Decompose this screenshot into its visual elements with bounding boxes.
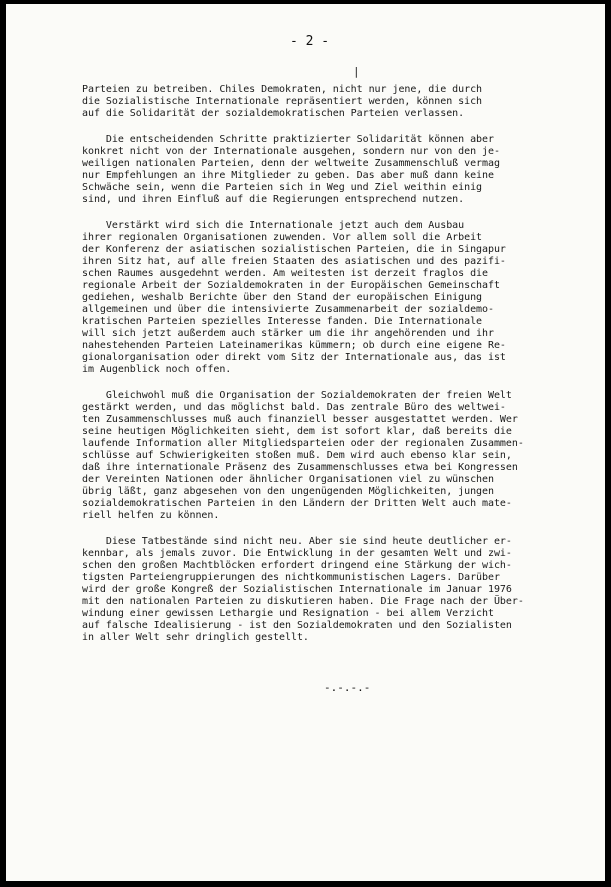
text-line: seine heutigen Möglichkeiten sieht, dem ist sofort klar, daß bereits die xyxy=(82,426,512,437)
margin-mark: | xyxy=(353,65,360,78)
document-page xyxy=(6,4,605,881)
paragraph xyxy=(82,390,582,522)
text-line: allgemeinen und über die intensivierte Zusammenarbeit der sozialdemo- xyxy=(82,304,494,315)
text-line: in aller Welt sehr dringlich gestellt. xyxy=(82,632,309,643)
paragraph-gap xyxy=(82,120,582,134)
text-line: kratischen Parteien spezielles Interesse fanden. Die Internationale xyxy=(82,316,483,327)
text-line: ihrer regionalen Organisationen zuwenden. Vor allem soll die Arbeit xyxy=(82,232,483,243)
paragraph xyxy=(82,536,582,644)
text-line: Parteien zu betreiben. Chiles Demokraten, nicht nur jene, die durch xyxy=(82,84,483,95)
text-line: ten Zusammenschlusses muß auch finanziell besser ausgestattet werden. Wer xyxy=(82,414,518,425)
text-line: nur Empfehlungen an ihre Mitglieder zu geben. Das aber muß dann keine xyxy=(82,170,494,181)
text-line: tigsten Parteiengruppierungen des nichtkommunistischen Lagers. Darüber xyxy=(82,572,500,583)
text-line: auf die Solidarität der sozialdemokratischen Parteien verlassen. xyxy=(82,108,465,119)
text-line: sind, und ihren Einfluß auf die Regierungen entsprechend nutzen. xyxy=(82,194,465,205)
text-line: der Konferenz der asiatischen sozialistischen Parteien, die in Singapur xyxy=(82,244,506,255)
text-line: auf falsche Idealisierung - ist den Sozialdemokraten und den Sozialisten xyxy=(82,620,512,631)
text-line: Diese Tatbestände sind nicht neu. Aber sie sind heute deutlicher er- xyxy=(82,536,512,547)
text-line: der Vereinten Nationen oder ähnlicher Organisationen viel zu wünschen xyxy=(82,474,494,485)
text-line: Die entscheidenden Schritte praktizierter Solidarität können aber xyxy=(82,134,494,145)
text-line: wird der große Kongreß der Sozialistischen Internationale im Januar 1976 xyxy=(82,584,512,595)
text-line: daß ihre internationale Präsenz des Zusammenschlusses etwa bei Kongressen xyxy=(82,462,518,473)
page-number: - 2 - xyxy=(290,34,330,49)
text-line: regionale Arbeit der Sozialdemokraten in der Europäischen Gemeinschaft xyxy=(82,280,500,291)
text-line: Gleichwohl muß die Organisation der Sozialdemokraten der freien Welt xyxy=(82,390,512,401)
text-line: konkret nicht von der Internationale ausgehen, sondern nur von den je- xyxy=(82,146,500,157)
paragraph-gap xyxy=(82,376,582,390)
text-line: übrig läßt, ganz abgesehen von den ungenügenden Möglichkeiten, jungen xyxy=(82,486,494,497)
paragraph xyxy=(82,134,582,206)
text-line: schlüsse auf Schwierigkeiten stoßen muß. Dem wird auch ebenso klar sein, xyxy=(82,450,512,461)
text-line: riell helfen zu können. xyxy=(82,510,220,521)
text-line: im Augenblick noch offen. xyxy=(82,364,232,375)
text-line: Schwäche sein, wenn die Parteien sich in Weg und Ziel weithin einig xyxy=(82,182,483,193)
paragraph-gap xyxy=(82,522,582,536)
text-line: kennbar, als jemals zuvor. Die Entwicklung in der gesamten Welt und zwi- xyxy=(82,548,512,559)
text-line: weiligen nationalen Parteien, denn der weltweite Zusammenschluß vermag xyxy=(82,158,500,169)
text-line: ihren Sitz hat, auf alle freien Staaten des asiatischen und des pazifi- xyxy=(82,256,506,267)
text-line: die Sozialistische Internationale repräsentiert werden, können sich xyxy=(82,96,483,107)
closing-mark: -.-.-.- xyxy=(324,681,371,694)
paragraph xyxy=(82,220,582,376)
body-text xyxy=(82,84,582,644)
text-line: Verstärkt wird sich die Internationale jetzt auch dem Ausbau xyxy=(82,220,465,231)
text-line: will sich jetzt außerdem auch stärker um die ihr angehörenden und ihr xyxy=(82,328,494,339)
text-line: nahestehenden Parteien Lateinamerikas kümmern; ob durch eine eigene Re- xyxy=(82,340,506,351)
paragraph xyxy=(82,84,582,120)
paragraph-gap xyxy=(82,206,582,220)
text-line: gestärkt werden, und das möglichst bald. Das zentrale Büro des weltwei- xyxy=(82,402,506,413)
text-line: mit den nationalen Parteien zu diskutieren haben. Die Frage nach der Über- xyxy=(82,596,524,607)
text-line: gionalorganisation oder direkt vom Sitz der Internationale aus, das ist xyxy=(82,352,506,363)
text-line: sozialdemokratischen Parteien in den Ländern der Dritten Welt auch mate- xyxy=(82,498,512,509)
text-line: laufende Information aller Mitgliedsparteien oder der regionalen Zusammen- xyxy=(82,438,524,449)
text-line: windung einer gewissen Lethargie und Resignation - bei allem Verzicht xyxy=(82,608,494,619)
text-line: schen den großen Machtblöcken erfordert dringend eine Stärkung der wich- xyxy=(82,560,512,571)
text-line: schen Raumes ausgedehnt werden. Am weitesten ist derzeit fraglos die xyxy=(82,268,488,279)
text-line: gediehen, weshalb Berichte über den Stand der europäischen Einigung xyxy=(82,292,483,303)
